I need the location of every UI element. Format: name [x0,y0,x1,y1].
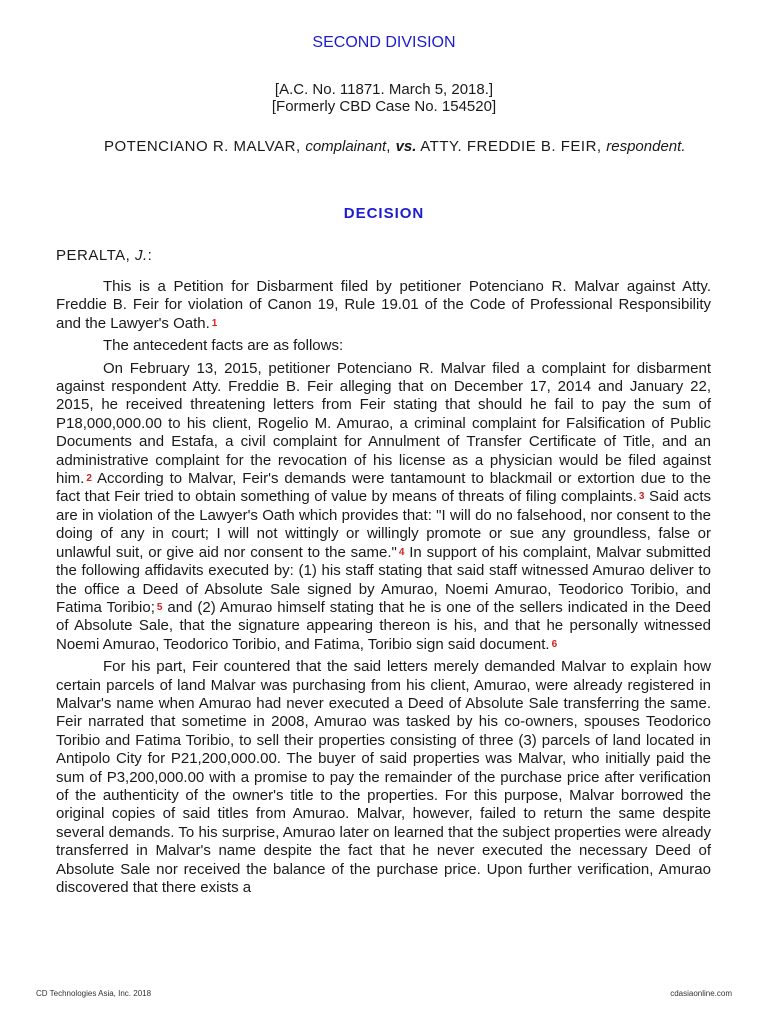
paragraph-3 [56,360,711,655]
paragraph-3-text-a: On February 13, 2015, petitioner Potenciano R. Malvar filed a complaint for disbarment against respondent Atty. Freddie B. Feir alleging that on December 17, 2014 and January 22, 2015, he received threatening letters from Feir stating that should he fail to pay the sum of P18,000,000.00 to his client, Rogelio M. Amurao, a criminal complaint for Falsification of Public Documents and Estafa, a civil complaint for Annulment of Transfer Certificate of Title, and an administrative complaint for the revocation of his license as a physician would be filed against him. [56,359,711,488]
paragraph-2: The antecedent facts are as follows: [103,337,344,355]
complainant-label: complainant [305,138,387,155]
case-parties: POTENCIANO R. MALVAR, complainant, vs. ATTY. FREDDIE B. FEIR, respondent. [104,138,686,155]
paragraph-3-text-e: and (2) Amurao himself stating that he is one of the sellers indicated in the Deed of Absolute Sale, that the signature appearing thereon is his, and that he personally witnessed Noemi Amurao, Teodorico Toribio, and Fatima, Toribio sign said document. [56,598,711,653]
footer-copyright: CD Technologies Asia, Inc. 2018 [36,989,152,998]
versus-label: vs. [395,138,417,155]
paragraph-1 [56,278,711,333]
former-case-number: [Formerly CBD Case No. 154520] [271,98,497,115]
decision-body [56,278,711,901]
footnote-link-4[interactable]: 4 [398,546,405,558]
paragraph-3-text-b: According to Malvar, Feir's demands were tantamount to blackmail or extortion due to the fact that Feir tried to obtain something of value by means of threats of filing complaints. [56,470,711,506]
footnote-link-5[interactable]: 5 [156,601,163,613]
division-heading: SECOND DIVISION [312,34,456,51]
footnote-link-6[interactable]: 6 [551,638,558,650]
respondent-name: ATTY. FREDDIE B. FEIR [420,138,597,155]
footnote-link-2[interactable]: 2 [86,473,92,485]
paragraph-4: For his part, Feir countered that the said letters merely demanded Malvar to explain how certain parcels of land Malvar was purchasing from his client, Amurao, were already registered in Malvar's name when Amurao had never executed a Deed of Absolute Sale transferring the same. Feir narrated that sometime in 2008, Amurao was tasked by his co-owners, spouses Teodorico Toribio and Fatima Toribio, to sell their properties consisting of three (3) parcels of land located in Antipolo City for P21,200,000.00. The buyer of said properties was Malvar, who initially paid the sum of P3,200,000.00 with a promise to pay the remainder of the purchase price after verification of the authenticity of the owner's title to the properties. For this purpose, Malvar borrowed the original copies of said titles from Amurao. Malvar, however, failed to return the same despite several demands. To his surprise, Amurao later on learned that the subject properties were already transferred in Malvar's name despite the fact that he never executed the necessary Deed of Absolute Sale nor received the balance of the purchase price. Upon further verification, Amurao discovered that there exists a [56,658,711,896]
ponente: PERALTA, J.: [56,247,153,264]
case-number: [A.C. No. 11871. March 5, 2018.] [274,81,494,98]
paragraph-1-text: This is a Petition for Disbarment filed by petitioner Potenciano R. Malvar against Atty. Freddie B. Feir for violation of Canon 19, Rule 19.01 of the Code of Professional Responsibility and the Lawyer's Oath. [56,278,711,332]
footer-website: cdasiaonline.com [670,989,732,998]
respondent-label: respondent [606,138,682,155]
paragraph-3-text-d: In support of his complaint, Malvar submitted the following affidavits executed by: (1) his staff stating that said staff witnessed Amurao deliver to the office a Deed of Absolute Sale signed by Amurao, Noemi Amurao, Teodorico Toribio, and Fatima Toribio; [56,543,711,616]
ponente-title: J. [134,247,148,264]
paragraph-3-text-c: Said acts are in violation of the Lawyer's Oath which provides that: "I will do no falsehood, nor consent to the doing of any in court; I will not wittingly or willingly promote or sue any groundless, false or unlawful suit, or give aid nor consent to the same." [56,488,712,561]
decision-heading: DECISION [343,205,425,222]
footnote-link-1[interactable]: 1 [211,317,218,329]
footnote-link-3[interactable]: 3 [638,491,645,503]
complainant-name: POTENCIANO R. MALVAR [104,138,296,155]
ponente-name: PERALTA, [56,247,131,264]
